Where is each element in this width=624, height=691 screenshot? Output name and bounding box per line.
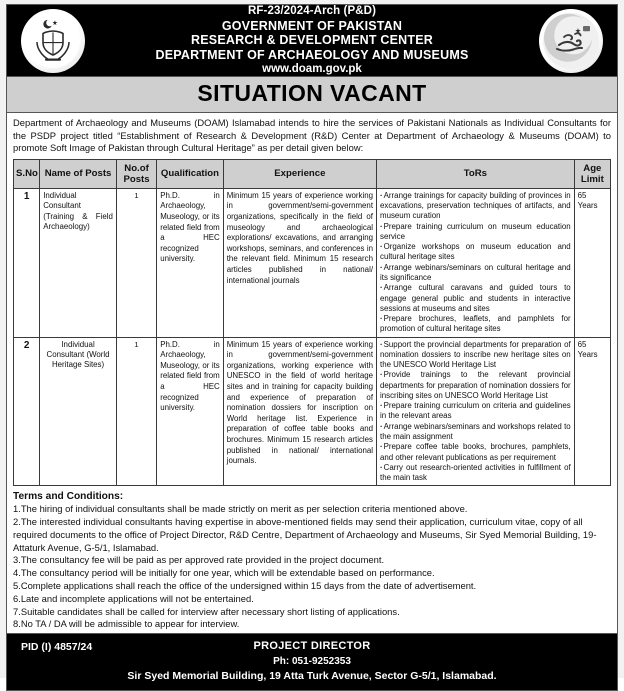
list-item: 7.Suitable candidates shall be called for interview after necessary short listing of applications. [13,605,400,617]
list-item: · Provide trainings to the relevant provincial departments for preparation of nomination dossiers for inscribing sites on UNESCO World Heritage List [380,370,571,401]
vacancy-table [13,159,611,486]
list-item: · Prepare training curriculum on museum education service [380,222,571,243]
list-item: · Prepare coffee table books, brochures, pamphlets, and other relevant publications as per requirement [380,442,571,463]
government-line: GOVERNMENT OF PAKISTAN [221,18,403,33]
pakistan-state-emblem-icon [21,9,85,73]
col-header-experience: Experience [223,159,376,188]
header-title-block [85,5,539,76]
row-post-name: Individual Consultant (World Heritage Sites) [40,337,117,486]
col-header-name: Name of Posts [40,159,117,188]
intro-paragraph: Department of Archaeology and Museums (DOAM) Islamabad intends to hire the services of Pakistani Nationals as Individual Consultants for the PSDP project titled “Establishment of Research & Development (R&D) Center at Department of Archaeology & Museums (DOAM) to promote Soft Image of Pakistan through Cultural Heritage” as per detail given below: [13,117,611,154]
phone-number: Ph: 051-9252353 [273,655,351,667]
office-address: Sir Syed Memorial Building, 19 Atta Turk Avenue, Sector G-5/1, Islamabad. [127,669,497,682]
row-experience: Minimum 15 years of experience working in government/semi-government organizations, specifically in the field of museology and archaeological explorations/ excavations, and arranging workshops, seminars, and conferences in the relevant field. Minimum 15 research articles published in national/ international journals [223,188,376,337]
row-tors [377,188,575,337]
row-tors [377,337,575,486]
situation-vacant-banner [6,77,618,113]
reference-number: RF-23/2024-Arch (P&D) [248,5,376,17]
terms-title: Terms and Conditions: [13,491,124,503]
list-item: · Organize workshops on museum education and cultural heritage sites [380,242,571,263]
row-sno: 1 [14,188,40,337]
list-item: 3.The consultancy fee will be paid as per approved rate provided in the project document. [13,554,385,566]
document-body [6,113,618,633]
row-age-limit: 65 Years [574,188,610,337]
row-qualification: Ph.D. in Archaeology, Museology, or its related field from a HEC recognized university. [157,188,224,337]
azm-e-istehkam-emblem-icon [539,9,603,73]
footer-contact-block [19,639,605,683]
row-post-count: 1 [116,188,156,337]
col-header-posts: No.of Posts [116,159,156,188]
document-footer [6,633,618,691]
list-item: 4.The consultancy period will be initially for one year, which will be extendable based on performance. [13,567,435,579]
row-sno: 2 [14,337,40,486]
pid-number: PID (I) 4857/24 [21,641,93,654]
row-age-limit: 65 Years [574,337,610,486]
terms-and-conditions [13,491,611,631]
list-item: 1.The hiring of individual consultants shall be made strictly on merit as per selection criteria mentioned above. [13,503,468,515]
row-experience: Minimum 15 years of experience working in government/semi-government organizations, working experience with UNESCO in the field of world heritage sites and in training for capacity building and experience of preparation of nomination dossiers for inscription on World heritage list. Experience in preparation of coffee table books and brochures. Minimum 15 research articles published in national/ international journals. [223,337,376,486]
tors-list [380,340,571,484]
terms-list [13,503,611,631]
tors-list [380,191,571,335]
list-item: 2.The interested individual consultants having expertise in above-mentioned fields may send their application, curriculum vitae, copy of all required documents to the office of Project Director, R&D Centre, Department of Archaeology and Museums, Sir Syed Memorial Building, 19-Attaturk Avenue, G-5/1, Islamabad. [13,516,597,553]
list-item: · Carry out research-oriented activities in fulfillment of the main task [380,463,571,484]
list-item: · Arrange webinars/seminars on cultural heritage and its significance [380,263,571,284]
list-item: 8.No TA / DA will be admissible to appear for interview. [13,618,240,630]
list-item: · Prepare brochures, leaflets, and pamphlets for promotion of cultural heritage sites [380,314,571,335]
table-header-row [14,159,611,188]
row-post-name: Individual Consultant (Training & Field Archaeology) [40,188,117,337]
center-line: RESEARCH & DEVELOPMENT CENTER [191,33,433,48]
row-post-count: 1 [116,337,156,486]
list-item: · Support the provincial departments for preparation of nomination dossiers to inscribe new heritage sites on the UNESCO World Heritage List [380,340,571,371]
list-item: · Arrange cultural caravans and guided tours to engage general public and students in interactive sessions at museums and sites [380,283,571,314]
list-item: 6.Late and incomplete applications will not be entertained. [13,592,254,604]
list-item: · Prepare training curriculum on criteria and guidelines in the relevant areas [380,401,571,422]
list-item: · Arrange webinars/seminars and workshops related to the main assignment [380,422,571,443]
table-row [14,337,611,486]
table-row [14,188,611,337]
col-header-tors: ToRs [377,159,575,188]
col-header-sno: S.No [14,159,40,188]
document-header [6,4,618,77]
list-item: · Arrange trainings for capacity building of provinces in excavations, preservation techniques of artifacts, and museum curation [380,191,571,222]
col-header-age: Age Limit [574,159,610,188]
website-link[interactable]: www.doam.gov.pk [262,62,362,75]
row-qualification: Ph.D. in Archaeology, Museology, or its related field from a HEC recognized university. [157,337,224,486]
list-item: 5.Complete applications shall reach the office of the undersigned within 15 days from the date of advertisement. [13,580,477,591]
department-line: DEPARTMENT OF ARCHAEOLOGY AND MUSEUMS [155,48,469,63]
banner-title: SITUATION VACANT [197,80,427,107]
project-director-label: PROJECT DIRECTOR [253,640,371,653]
col-header-qualification: Qualification [157,159,224,188]
